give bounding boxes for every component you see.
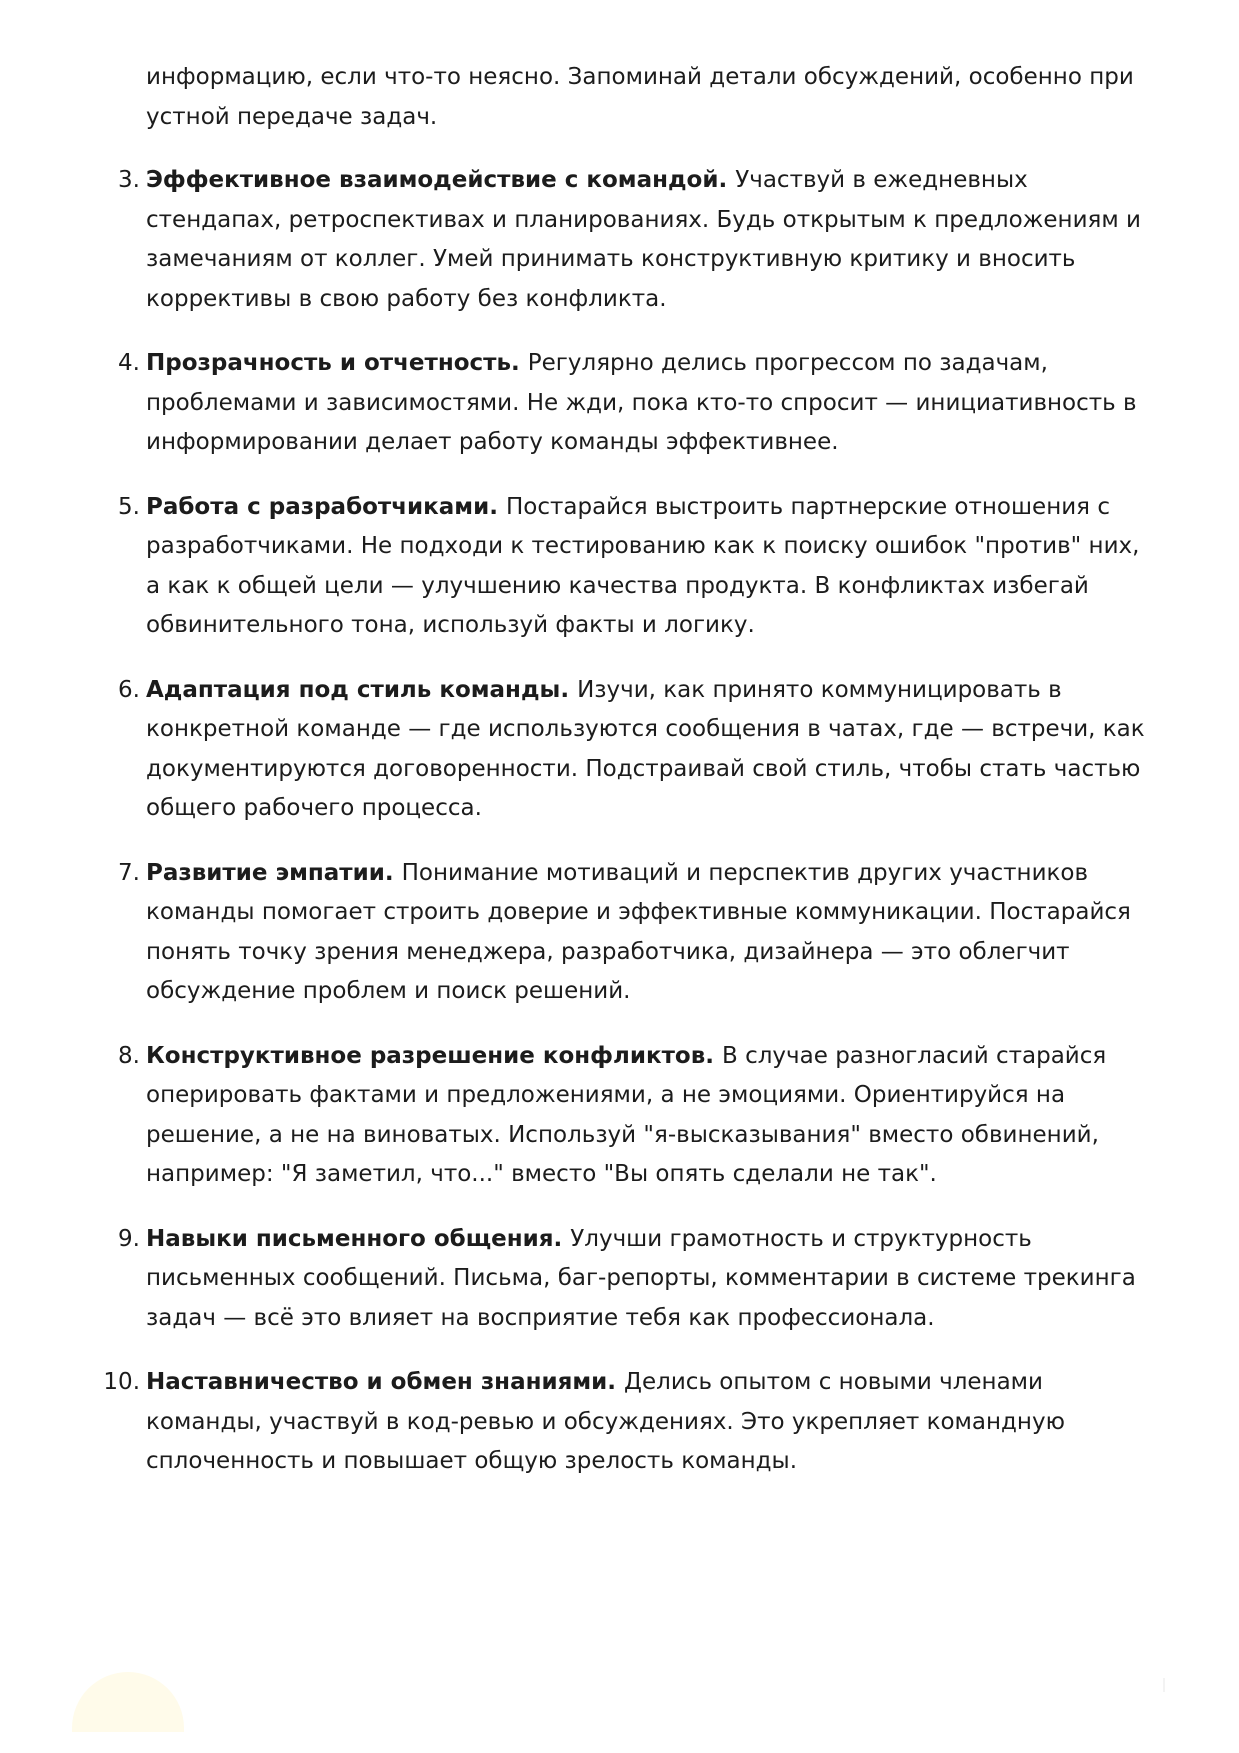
item-text: Постарайся выстроить партнерские отношения с разработчиками. Не подходи к тестированию как к поиску ошибок "против" них, а как к общей цели — улучшению качества продукта. В конфликтах избегай обвинительного тона, используй факты и логику.: [146, 493, 1140, 638]
item-title: Наставничество и обмен знаниями.: [146, 1369, 625, 1395]
list-item: [103, 1363, 1156, 1482]
item-text: Участвуй в ежедневных стендапах, ретроспективах и планированиях. Будь открытым к предложениям и замечаниям от коллег. Умей принимать конструктивную критику и вносить коррективы в свою работу без конфликта.: [146, 167, 1141, 312]
item-number: 8.: [118, 1042, 140, 1069]
item-text: Улучши грамотность и структурность письменных сообщений. Письма, баг-репорты, комментарии в системе трекинга задач — всё это влияет на восприятие тебя как профессионала.: [146, 1225, 1136, 1331]
document-body: [103, 58, 1156, 1507]
list-item: [118, 344, 1156, 463]
item-text: Изучи, как принято коммуницировать в конкретной команде — где используются сообщения в чатах, где — встречи, как документируются договоренности. Подстраивай свой стиль, чтобы стать частью общего рабочего процесса.: [146, 676, 1145, 821]
item-number: 7.: [118, 859, 140, 886]
item-title: Конструктивное разрешение конфликтов.: [146, 1042, 722, 1069]
numbered-list: [103, 161, 1156, 1482]
item-number: 6.: [118, 676, 140, 703]
item-title: Работа с разработчиками.: [146, 493, 506, 520]
item-number: 9.: [118, 1225, 140, 1252]
item-text: В случае разногласий старайся оперировать фактами и предложениями, а не эмоциями. Ориентируйся на решение, а не на виноватых. Используй "я-высказывания" вместо обвинений, например: "Я заметил, что..." вместо "Вы опять сделали не так".: [146, 1042, 1107, 1187]
list-item: [118, 161, 1156, 319]
list-item: [118, 1037, 1156, 1195]
item-text: Делись опытом с новыми членами команды, участвуй в код-ревью и обсуждениях. Это укрепляет командную сплоченность и повышает общую зрелость команды.: [146, 1369, 1065, 1474]
list-item: [118, 671, 1156, 829]
item-number: 10.: [103, 1369, 140, 1395]
item-title: Прозрачность и отчетность.: [146, 350, 528, 376]
item-text: Регулярно делись прогрессом по задачам, проблемами и зависимостями. Не жди, пока кто-то спросит — инициативность в информировании делает работу команды эффективнее.: [146, 350, 1137, 455]
list-item: [118, 854, 1156, 1012]
list-item: [118, 488, 1156, 646]
list-item: [118, 1220, 1156, 1339]
footer-mark: [1163, 1678, 1165, 1692]
footer-decoration: [72, 1672, 184, 1732]
item-number: 4.: [118, 350, 140, 376]
item-text: Понимание мотиваций и перспектив других участников команды помогает строить доверие и эффективные коммуникации. Постарайся понять точку зрения менеджера, разработчика, дизайнера — это облегчит обсуждение проблем и поиск решений.: [146, 859, 1131, 1004]
item-number: 5.: [118, 493, 140, 520]
item-number: 3.: [118, 167, 140, 193]
item-title: Эффективное взаимодействие с командой.: [146, 167, 736, 193]
item-title: Развитие эмпатии.: [146, 859, 402, 886]
item-title: Адаптация под стиль команды.: [146, 676, 578, 703]
item-title: Навыки письменного общения.: [146, 1225, 571, 1252]
intro-paragraph: информацию, если что-то неясно. Запоминай детали обсуждений, особенно при устной передаче задач.: [146, 64, 1134, 130]
